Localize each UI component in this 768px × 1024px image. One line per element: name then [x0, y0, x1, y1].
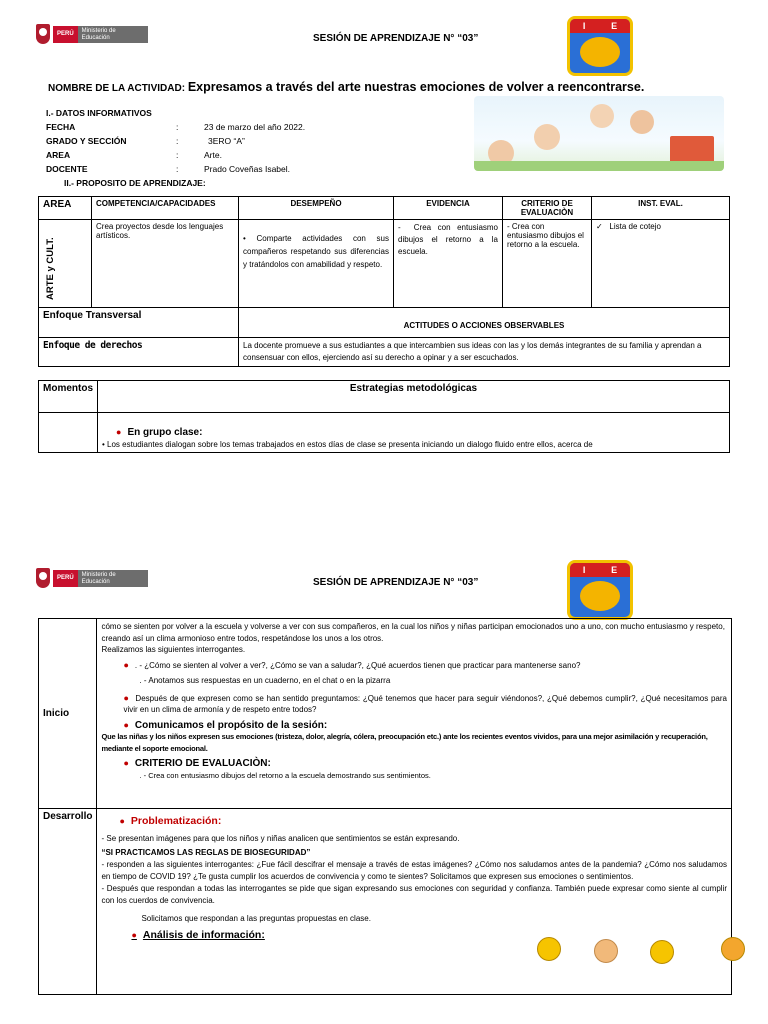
desarrollo-line-4: - Después que respondan a todas las interrogantes se pide que sigan expresando sus emociones con seguridad y confianza. También puede expresar como siente al cumplir con los cuerdos de convivencia. [101, 884, 727, 905]
inst-cell: ✓ Lista de cotejo [592, 220, 730, 308]
info-row: DOCENTE : Prado Coveñas Isabel. [46, 164, 290, 174]
ministry-logo [36, 566, 148, 590]
criterio-title: ● CRITERIO DE EVALUACIÒN: [123, 758, 271, 769]
header-criterio: CRITERIO DE EVALUACIÒN [503, 197, 592, 220]
desarrollo-line-5: Solicitamos que respondan a las preguntas propuestas en clase. [141, 914, 371, 923]
info-row: GRADO Y SECCIÓN : 3ERO “A” [46, 136, 245, 146]
emoji-angry-icon [650, 940, 674, 964]
proposito-title: ● Comunicamos el propósito de la sesión: [123, 719, 328, 731]
area-cell [39, 220, 92, 308]
school-badge-icon: I E [567, 560, 633, 620]
info-section-title: I.- DATOS INFORMATIVOS [46, 108, 152, 118]
area-value: ARTE y CULT. [45, 237, 56, 300]
header-desempeno: DESEMPEÑO [239, 197, 394, 220]
header-evidencia: EVIDENCIA [394, 197, 503, 220]
session-title: SESIÓN DE APRENDIZAJE N° “03” [313, 33, 479, 44]
header-area: AREA [39, 197, 92, 220]
peru-tag: PERÚ [53, 26, 78, 43]
info-row: FECHA : 23 de marzo del año 2022. [46, 122, 306, 132]
purpose-title: II.- PROPOSITO DE APRENDIZAJE: [64, 178, 206, 188]
evidencia-cell: - Crea con entusiasmo dibujos el retorno a la escuela. [394, 220, 503, 308]
derechos-text: La docente promueve a sus estudiantes a que intercambien sus ideas con las y los demás integrantes de su familia y aprendan a consensuar con ellos, ejerciendo así su derecho a opinar y a ser escuchados. [239, 338, 730, 367]
header-inst-eval: INST. EVAL. [592, 197, 730, 220]
enfoque-derechos: Enfoque de derechos [39, 338, 239, 367]
table-row [39, 338, 730, 367]
question-1b: . - Anotamos sus respuestas en un cuaderno, en el chat o en la pizarra [139, 676, 391, 685]
desarrollo-label: Desarrollo [39, 809, 97, 995]
session-table [38, 618, 732, 995]
estrategias-header: Estrategias metodológicas [98, 381, 730, 413]
momento-cell [39, 413, 98, 453]
momentos-header: Momentos [39, 381, 98, 413]
criterio-cell: - Crea con entusiasmo dibujos el retorno a la escuela. [503, 220, 592, 308]
emoji-happy-icon [537, 937, 561, 961]
emoji-sad-icon [721, 937, 745, 961]
info-section [46, 106, 305, 190]
intro-text: cómo se sienten por volver a la escuela y volverse a ver con sus compañeros, en la cual los niños y niñas participan emocionados uno a uno, con mucho entusiasmo y respeto, creando así un clima armonioso entre todos, respetándose los unos a los otros. [101, 622, 725, 643]
inicio-label: Inicio [39, 619, 97, 809]
analisis-title: ● Análisis de información: [131, 929, 265, 941]
children-illustration [474, 96, 724, 171]
session-title: SESIÓN DE APRENDIZAJE N° “03” [313, 577, 479, 588]
ministry-logo [36, 22, 148, 46]
inicio-cell [97, 619, 732, 809]
grupo-title: En grupo clase: [127, 427, 203, 438]
table-row [39, 220, 730, 308]
table-row [39, 619, 732, 809]
table-row [39, 809, 732, 995]
desarrollo-line-3: - responden a las siguientes interrogantes: ¿Fue fácil descifrar el mensaje a través de estas imágenes? ¿Cómo nos saludamos antes de la pandemia? ¿Cómo nos saludamos en tiempo de COVID 19? ¿Te gusta cumplir los acuerdos de convivencia y como te sientes? Solicitamos que expresen sus emociones o sentimientos. [101, 860, 727, 881]
bioseguridad-title: “SI PRACTICAMOS LAS REGLAS DE BIOSEGURIDAD” [101, 848, 311, 857]
desempeno-cell: • Comparte actividades con sus compañeros respetando sus diferencias y tratándolos con amabilidad y respeto. [239, 220, 394, 308]
plan-table [38, 196, 730, 367]
proposito-text: Que las niñas y los niños expresen sus emociones (tristeza, dolor, alegría, cólera, preocupación etc.) ante los recientes eventos vividos, para una mejor asimilación y recuperación, mediante el soporte emocional. [101, 732, 708, 753]
question-1: ● . - ¿Cómo se sienten al volver a ver?, ¿Cómo se van a saludar?, ¿Qué acuerdos tienen que practicar para mantenerse sano? [123, 659, 581, 670]
header-competencia: COMPETENCIA/CAPACIDADES [92, 197, 239, 220]
problematizacion-title: ● Problematización: [119, 815, 222, 827]
table-header-row [39, 197, 730, 220]
criterio-text: . - Crea con entusiasmo dibujos del retorno a la escuela demostrando sus sentimientos. [139, 770, 431, 780]
activity-name: Expresamos a través del arte nuestras emociones de volver a reencontrarse. [187, 80, 645, 94]
realizamos-text: Realizamos las siguientes interrogantes. [101, 645, 246, 654]
ministry-name: Ministerio de Educación [78, 570, 148, 587]
grupo-text: • Los estudiantes dialogan sobre los temas trabajados en estos días de clase se presenta iniciando un dialogo fluido entre ellos, acerca de [102, 440, 593, 449]
table-row [39, 308, 730, 338]
actitudes-header: ACTITUDES O ACCIONES OBSERVABLES [239, 308, 730, 338]
competencia-cell: Crea proyectos desde los lenguajes artísticos. [92, 220, 239, 308]
activity-title: NOMBRE DE LA ACTIVIDAD: Expresamos a través del arte nuestras emociones de volver a reencontrarse. [48, 80, 645, 94]
peru-tag: PERÚ [53, 570, 78, 587]
strategies-table [38, 380, 730, 453]
desarrollo-line-1: - Se presentan imágenes para que los niños y niñas analicen que sentimientos se están expresando. [101, 834, 460, 843]
table-row [39, 381, 730, 413]
school-badge-icon: I E [567, 16, 633, 76]
question-2: ● Después de que expresen como se han sentido preguntamos: ¿Qué tenemos que hacer para seguir viéndonos?, ¿Qué debemos cumplir?, ¿Qué necesitamos para vivir en un clima de armonía y de respeto entre todos? [123, 692, 727, 714]
peru-shield-icon [36, 24, 50, 44]
ministry-name: Ministerio de Educación [78, 26, 148, 43]
table-row [39, 413, 730, 453]
grupo-cell: ● En grupo clase: • Los estudiantes dialogan sobre los temas trabajados en estos días de clase se presenta iniciando un dialogo fluido entre ellos, acerca de [98, 413, 730, 453]
info-row: AREA : Arte. [46, 150, 222, 160]
enfoque-transversal: Enfoque Transversal [39, 308, 239, 338]
peru-shield-icon [36, 568, 50, 588]
desarrollo-cell [97, 809, 732, 995]
emoji-neutral-icon [594, 939, 618, 963]
